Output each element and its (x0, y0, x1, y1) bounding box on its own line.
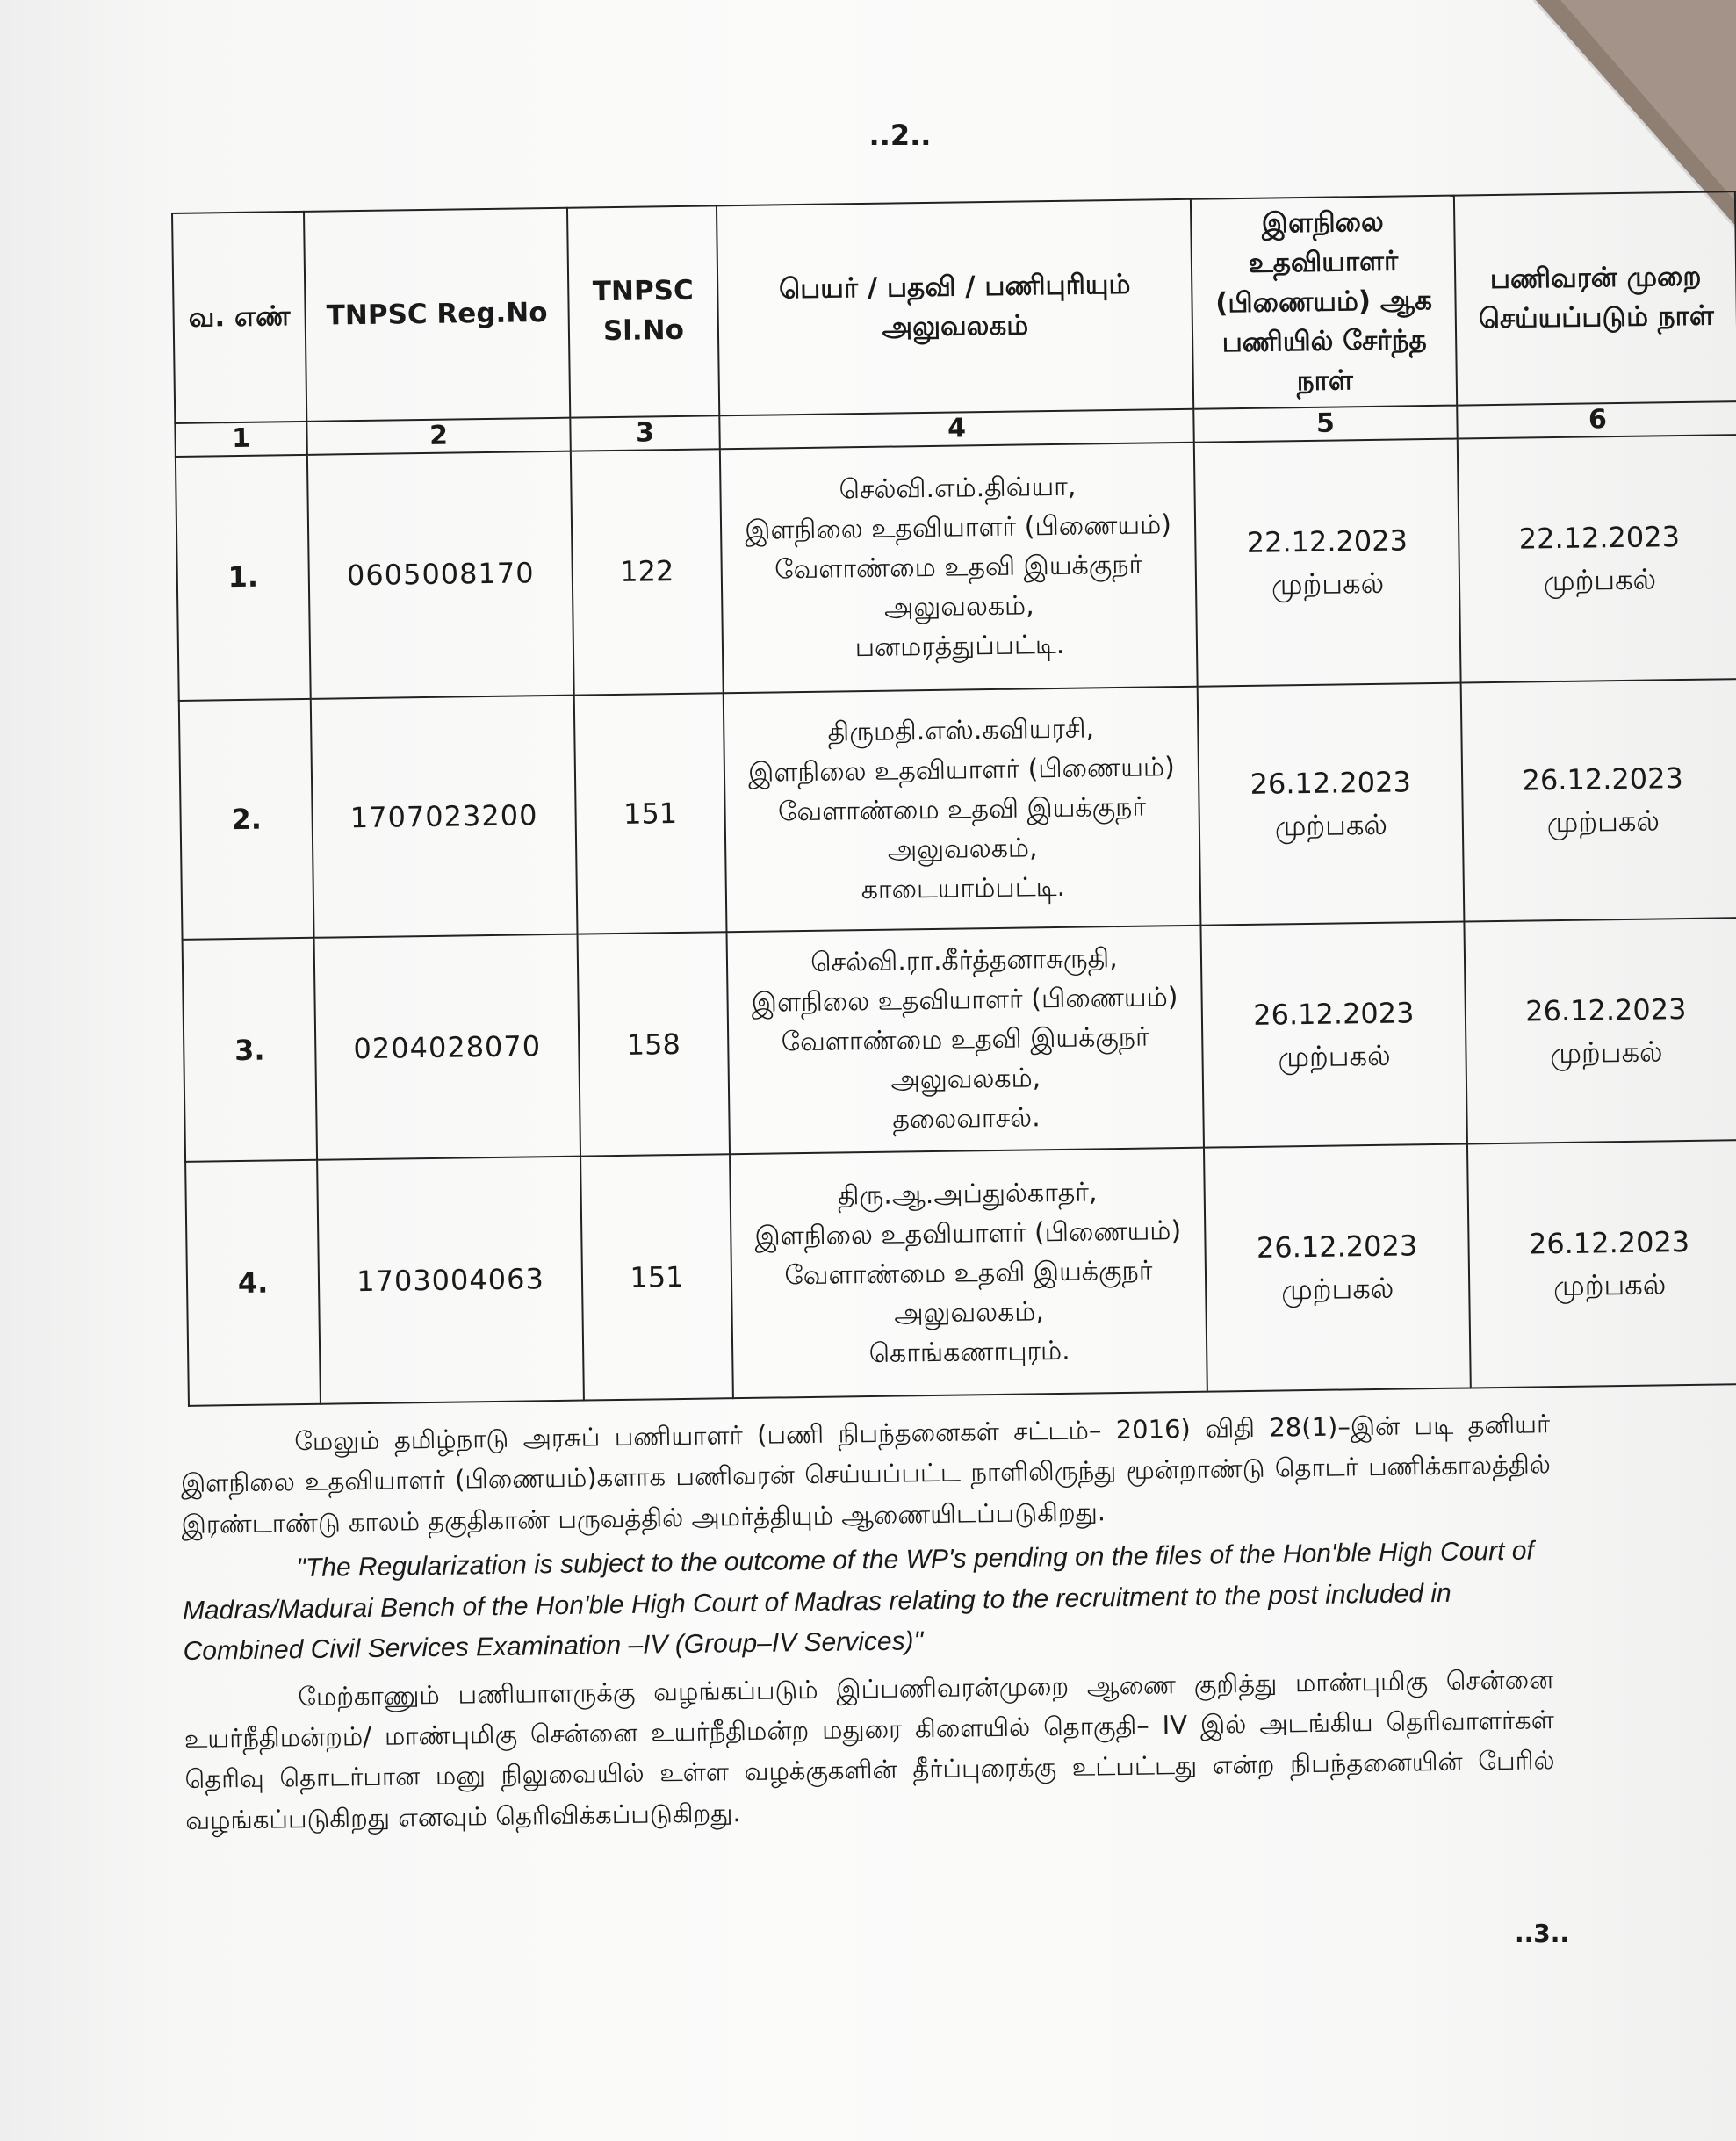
row-tnpsc-sl-no: 158 (578, 933, 731, 1157)
row-details (727, 926, 1204, 1154)
column-number: 4 (719, 408, 1193, 449)
header-sl-no: வ. எண் (172, 212, 306, 423)
employee-designation: இளநிலை உதவியாளர் (பிணையம்) (751, 982, 1178, 1020)
regularization-session: முற்பகல் (1552, 1267, 1667, 1303)
row-reg-no: 1707023200 (311, 695, 578, 938)
column-number: 2 (306, 417, 571, 454)
employee-name: செல்வி.எம்.திவ்யா, (839, 471, 1077, 506)
table-row (176, 435, 1736, 701)
row-regularization-date (1458, 435, 1736, 682)
joining-session: முற்பகல் (1274, 807, 1388, 843)
employee-office: வேளாண்மை உதவி இயக்குநர் அலுவலகம், (781, 1021, 1149, 1096)
regularization-session: முற்பகல் (1543, 562, 1657, 597)
table-row (179, 679, 1736, 941)
joining-session: முற்பகல் (1278, 1038, 1391, 1074)
row-joining-date (1204, 1144, 1471, 1392)
page-number: ..2.. (868, 119, 932, 152)
joining-date: 26.12.2023 (1256, 1229, 1418, 1265)
regularization-date: 26.12.2023 (1522, 761, 1684, 797)
court-condition-quote: "The Regularization is subject to the outcome of the WP's pending on the files of the Hon'ble High Court of Madras/Madurai Bench of the Hon'ble High Court of Madras relating to the recruitment to the post included in Combined Civil Services Examination –IV (Group–IV Services)" (182, 1536, 1534, 1667)
order-text (180, 1403, 1556, 1846)
row-regularization-date (1467, 1140, 1736, 1388)
regularization-date: 26.12.2023 (1524, 991, 1687, 1028)
table-header-row (172, 191, 1736, 423)
employee-designation: இளநிலை உதவியாளர் (பிணையம்) (754, 1215, 1182, 1252)
column-number: 3 (570, 415, 720, 451)
employee-designation: இளநிலை உதவியாளர் (பிணையம்) (747, 751, 1176, 789)
row-sl-no: 3. (183, 938, 318, 1162)
joining-session: முற்பகல் (1280, 1271, 1394, 1307)
employee-designation: இளநிலை உதவியாளர் (பிணையம்) (745, 509, 1172, 547)
employee-office: வேளாண்மை உதவி இயக்குநர் அலுவலகம், (784, 1255, 1153, 1330)
row-tnpsc-sl-no: 151 (574, 693, 727, 934)
header-reg-no: TNPSC Reg.No (304, 208, 570, 422)
row-tnpsc-sl-no: 122 (571, 449, 724, 695)
employee-place: கொங்கணாபுரம். (868, 1335, 1070, 1369)
employee-place: பனமரத்துப்பட்டி. (854, 629, 1065, 664)
column-number: 1 (175, 422, 307, 457)
probation-paragraph: மேலும் தமிழ்நாடு அரசுப் பணியாளர் (பணி நிபந்தனைகள் சட்டம்– 2016) விதி 28(1)–இன் படி தனியர் இளநிலை உதவியாளர் (பிணையம்)களாக பணிவரன் செய்யப்பட்ட நாளிலிருந்து மூன்றாண்டு தொடர் பணிக்காலத்தில் இரண்டாண்டு காலம் தகுதிகாண் பருவத்தில் அமர்த்தியும் ஆணையிடப்படுகிறது. (180, 1409, 1552, 1539)
joining-date: 26.12.2023 (1253, 996, 1415, 1032)
header-joining-date: இளநிலை உதவியாளர் (பிணையம்) ஆக பணியில் சேர்ந்த நாள் (1191, 196, 1457, 409)
employee-place: காடையாம்பட்டி. (861, 871, 1066, 905)
row-sl-no: 4. (185, 1160, 321, 1406)
court-condition-paragraph: மேற்காணும் பணியாளருக்கு வழங்கப்படும் இப்பணிவரன்முறை ஆணை குறித்து மாண்புமிகு சென்னை உயர்நீதிமன்றம்/ மாண்புமிகு சென்னை உயர்நீதிமன்ற மதுரை கிளையில் தொகுதி– IV இல் அடங்கிய தெரிவாளர்கள் தெரிவு தொடர்பான மனு நிலுவையில் உள்ள வழக்குகளின் தீர்ப்புரைக்கு உட்பட்டது என்ற நிபந்தனையின் பேரில் வழங்கப்படுகிறது எனவும் தெரிவிக்கப்படுகிறது. (184, 1663, 1555, 1835)
row-joining-date (1194, 438, 1461, 686)
row-details (724, 686, 1201, 932)
regularization-table (171, 191, 1736, 1407)
regularization-session: முற்பகல் (1546, 804, 1660, 840)
employee-office: வேளாண்மை உதவி இயக்குநர் அலுவலகம், (777, 791, 1147, 866)
row-joining-date (1200, 922, 1466, 1148)
table-row (185, 1140, 1736, 1406)
regularization-session: முற்பகல் (1550, 1034, 1663, 1070)
header-name-designation-office: பெயர் / பதவி / பணிபுரியும் அலுவலகம் (717, 199, 1193, 415)
row-details (720, 442, 1198, 692)
regularization-date: 26.12.2023 (1528, 1225, 1690, 1261)
employee-office: வேளாண்மை உதவி இயக்குநர் அலுவலகம், (774, 549, 1143, 624)
row-regularization-date (1461, 679, 1736, 922)
row-sl-no: 1. (176, 455, 311, 701)
employee-name: செல்வி.ரா.கீர்த்தனாசுருதி, (810, 943, 1118, 979)
joining-session: முற்பகல் (1271, 566, 1385, 602)
table-row (183, 918, 1736, 1161)
row-reg-no: 0204028070 (314, 934, 580, 1160)
joining-date: 22.12.2023 (1246, 523, 1408, 559)
header-tnpsc-sl-no: TNPSC Sl.No (567, 205, 719, 417)
employee-name: திருமதி.எஸ்.கவியரசி, (827, 712, 1095, 748)
column-number: 5 (1193, 405, 1458, 442)
row-sl-no: 2. (179, 698, 314, 940)
row-details (730, 1148, 1207, 1398)
row-reg-no: 1703004063 (317, 1157, 584, 1404)
next-page-marker: ..3.. (1515, 1919, 1570, 1948)
row-tnpsc-sl-no: 151 (580, 1154, 733, 1400)
employee-place: தலைவாசல். (892, 1102, 1041, 1135)
row-regularization-date (1464, 918, 1736, 1143)
row-joining-date (1198, 682, 1465, 926)
joining-date: 26.12.2023 (1250, 765, 1412, 801)
header-regularization-date: பணிவரன் முறை செய்யப்படும் நாள் (1454, 191, 1736, 405)
column-number: 6 (1457, 401, 1736, 438)
employee-name: திரு.ஆ.அப்துல்காதர், (837, 1176, 1098, 1212)
row-reg-no: 0605008170 (307, 451, 574, 698)
regularization-date: 22.12.2023 (1518, 519, 1681, 556)
regularization-table-wrapper (171, 191, 1736, 1407)
